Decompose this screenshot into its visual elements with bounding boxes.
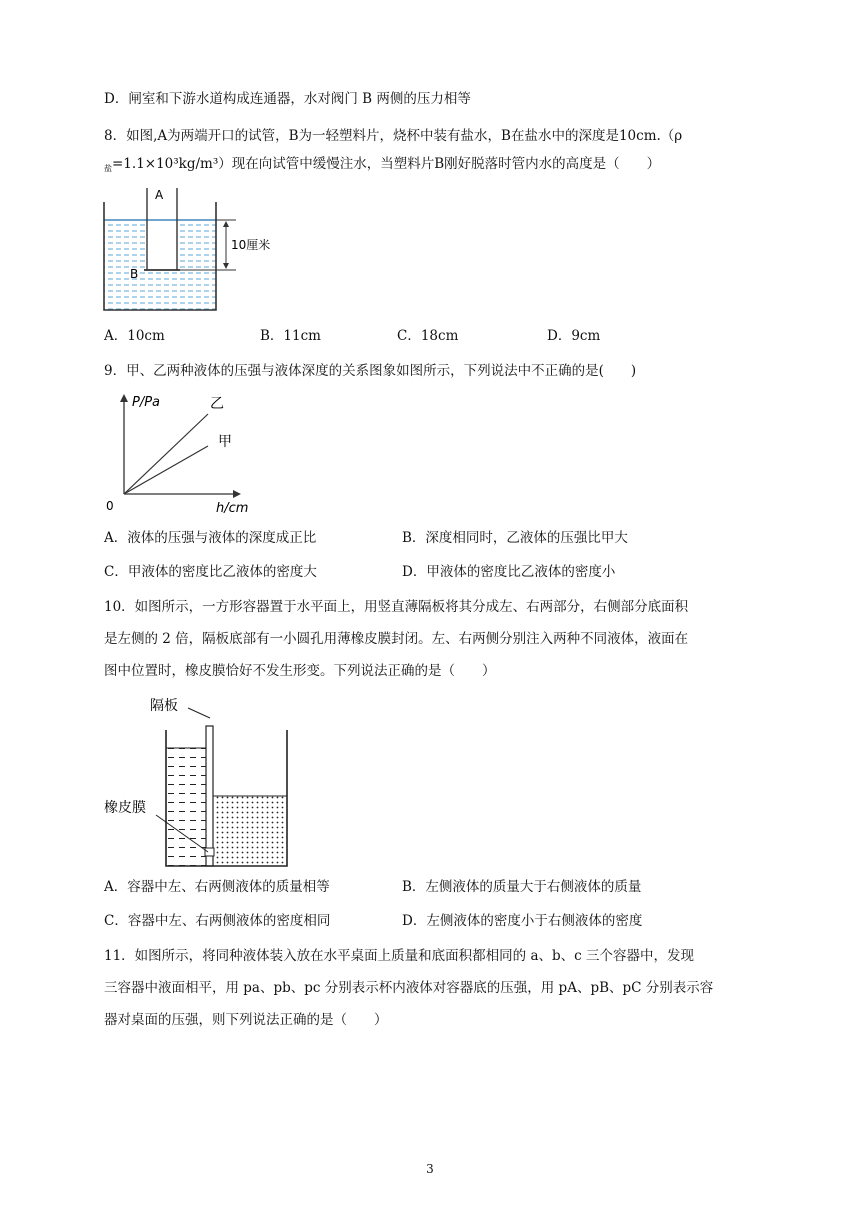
q11-stem-line1: 11．如图所示，将同种液体装入放在水平桌面上质量和底面积都相同的 a、b、c 三个容器中，发现 [104,948,695,964]
q10-right-liquid [213,796,287,866]
q8-option-d: D．9cm [547,328,601,344]
q8-dim-arrow-top [223,221,229,227]
q9-pressure-depth-chart [100,390,270,518]
q10-option-d: D．左侧液体的密度小于右侧液体的密度 [402,913,643,929]
q10-stem-line1: 10．如图所示，一方形容器置于水平面上，用竖直薄隔板将其分成左、右两部分，右侧部分底面积 [104,599,689,615]
q9-option-b: B．深度相同时，乙液体的压强比甲大 [402,530,628,546]
q7-option-d: D．闸室和下游水道构成连通器，水对阀门 B 两侧的压力相等 [104,91,471,107]
q8-beaker-figure [100,186,290,314]
q9-x-axis-arrow [233,490,241,498]
q8-stem-line2-text: =1.1×10³kg/m³）现在向试管中缓慢注水，当塑料片B刚好脱落时管内水的高度是（ ） [112,156,661,172]
q9-series-line-1 [124,414,208,494]
q8-label-a: A [155,188,164,202]
q10-partition-label: 隔板 [150,698,178,714]
q9-option-a: A．液体的压强与液体的深度成正比 [104,530,317,546]
q9-option-d: D．甲液体的密度比乙液体的密度小 [402,564,616,580]
q10-left-liquid [166,748,206,866]
q9-y-axis-label: P/Pa [132,395,161,410]
q9-series-label-1: 乙 [210,396,224,412]
q10-option-c: C．容器中左、右两侧液体的密度相同 [104,913,331,929]
q10-option-a: A．容器中左、右两侧液体的质量相等 [104,879,330,895]
q10-membrane-label: 橡皮膜 [104,800,146,816]
q10-partition-pointer [188,708,210,718]
q11-stem-line2: 三容器中液面相平，用 pa、pb、pc 分别表示杯内液体对容器底的压强，用 pA、pB、pC 分别表示容 [104,980,714,996]
q10-stem-line2: 是左侧的 2 倍，隔板底部有一小圆孔用薄橡皮膜封闭。左、右两侧分别注入两种不同液体，液面在 [104,631,689,647]
q8-tube-interior [147,202,177,270]
page-number: 3 [426,1162,434,1176]
q9-series-group [124,396,232,494]
q9-stem: 9．甲、乙两种液体的压强与液体深度的关系图象如图所示，下列说法中不正确的是( ) [104,363,637,379]
q8-option-c: C．18cm [397,328,459,344]
q10-option-b: B．左侧液体的质量大于右侧液体的质量 [402,879,642,895]
q10-container-figure [100,690,300,870]
q11-stem-line3: 器对桌面的压强，则下列说法正确的是（ ） [104,1012,388,1028]
q8-depth-label: 10厘米 [231,238,271,252]
q8-option-b: B．11cm [260,328,321,344]
q8-stem-line1: 8．如图,A为两端开口的试管，B为一轻塑料片，烧杯中装有盐水，B在盐水中的深度是10cm.（ρ [104,128,683,144]
q9-origin-label: 0 [106,499,114,513]
q9-x-axis-label: h/cm [216,501,249,516]
q8-option-a: A．10cm [104,328,165,344]
q8-dim-arrow-bottom [223,263,229,269]
q9-option-c: C．甲液体的密度比乙液体的密度大 [104,564,317,580]
q10-membrane [205,848,214,856]
q10-partition [206,726,213,866]
q8-density-subscript: 盐 [104,164,112,173]
q9-series-label-2: 甲 [218,434,232,450]
q8-label-b: B [130,267,139,281]
q9-y-axis-arrow [120,394,128,402]
q10-stem-line3: 图中位置时，橡皮膜恰好不发生形变。下列说法正确的是（ ） [104,663,496,679]
q8-stem-line2 [104,155,660,178]
